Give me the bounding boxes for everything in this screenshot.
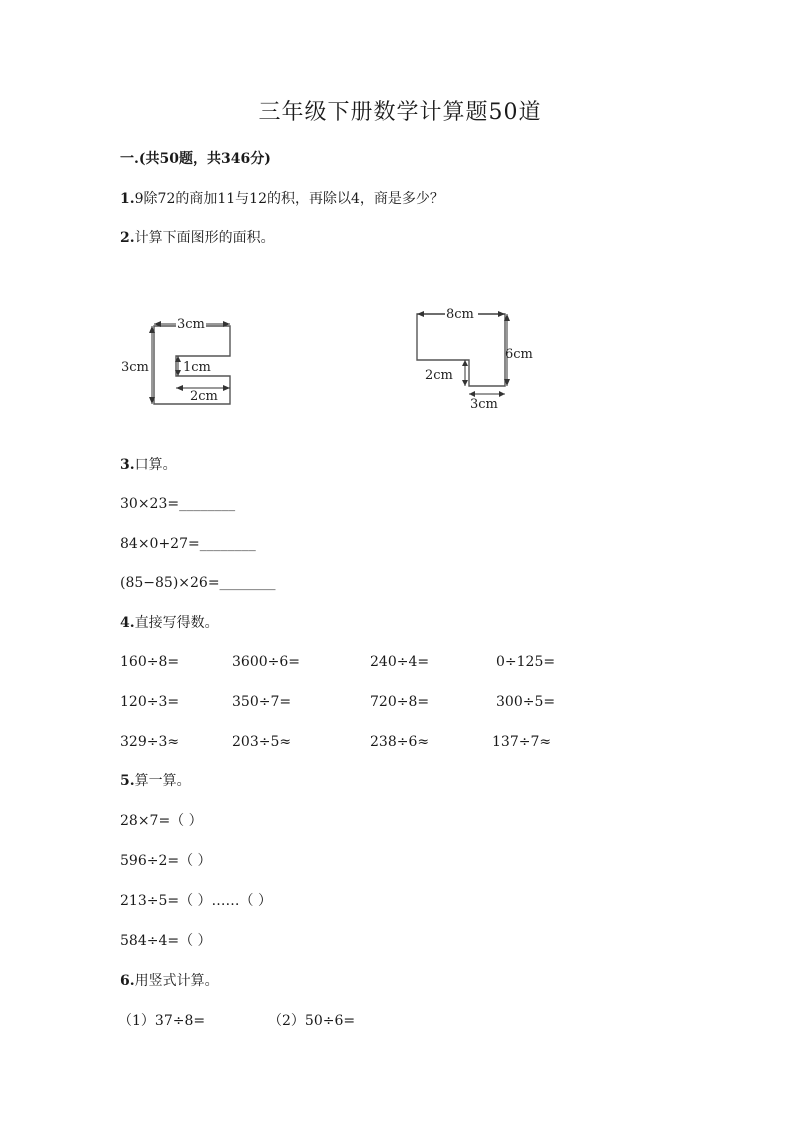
question-text: 计算下面图形的面积。 [134, 230, 275, 246]
problem-item: 203÷5≈ [232, 734, 292, 750]
fig1-left-label: 3cm [121, 360, 149, 375]
question-text: 9除72的商加11与12的积，再除以4，商是多少？ [134, 191, 444, 207]
problem-item: 0÷125= [496, 654, 556, 670]
question-4 [120, 614, 219, 632]
problem-item: 329÷3≈ [120, 734, 180, 750]
fig2-right-label: 6cm [505, 347, 533, 362]
question-5 [120, 772, 191, 790]
fig1-inner-label: 1cm [183, 360, 211, 375]
section-header: 一.(共50题，共346分) [120, 151, 271, 167]
problem-item: 28×7=（ ） [120, 813, 203, 829]
problem-item: 30×23=________ [120, 496, 236, 512]
question-1 [120, 190, 444, 208]
question-text: 用竖式计算。 [134, 973, 219, 989]
figure-l-shape [405, 300, 555, 419]
question-number: 3. [120, 457, 135, 473]
problem-item: 300÷5= [496, 694, 556, 710]
problem-item: 596÷2=（ ） [120, 853, 212, 869]
problem-item: （2）50÷6= [268, 1013, 356, 1029]
problem-item: 120÷3= [120, 694, 180, 710]
problem-item: 584÷4=（ ） [120, 933, 212, 949]
fig2-top-label: 8cm [446, 307, 474, 322]
problem-item: 84×0+27=________ [120, 536, 256, 552]
problem-item: 160÷8= [120, 654, 180, 670]
question-number: 4. [120, 615, 135, 631]
question-text: 直接写得数。 [134, 615, 219, 631]
fig1-top-label: 3cm [177, 317, 205, 332]
fig2-notch-height-label: 2cm [425, 368, 453, 383]
problem-item: （1）37÷8= [118, 1013, 206, 1029]
problem-item: 720÷8= [370, 694, 430, 710]
question-text: 口算。 [134, 457, 177, 473]
question-3 [120, 456, 177, 474]
question-number: 6. [120, 973, 135, 989]
problem-item: 240÷4= [370, 654, 430, 670]
problem-item: 213÷5=（ ）……（ ） [120, 893, 272, 909]
fig1-bottom-label: 2cm [190, 389, 218, 404]
problem-item: 3600÷6= [232, 654, 300, 670]
question-number: 2. [120, 230, 135, 246]
page-title: 三年级下册数学计算题50道 [258, 100, 542, 125]
figure-e-shape [118, 312, 248, 416]
question-6 [120, 972, 219, 990]
problem-item: (85−85)×26=________ [120, 575, 276, 591]
problem-item: 137÷7≈ [492, 734, 552, 750]
problem-item: 350÷7= [232, 694, 292, 710]
problem-item: 238÷6≈ [370, 734, 430, 750]
question-text: 算一算。 [134, 773, 191, 789]
question-number: 5. [120, 773, 135, 789]
question-2 [120, 229, 275, 247]
question-number: 1. [120, 191, 135, 207]
fig2-notch-width-label: 3cm [470, 397, 498, 412]
